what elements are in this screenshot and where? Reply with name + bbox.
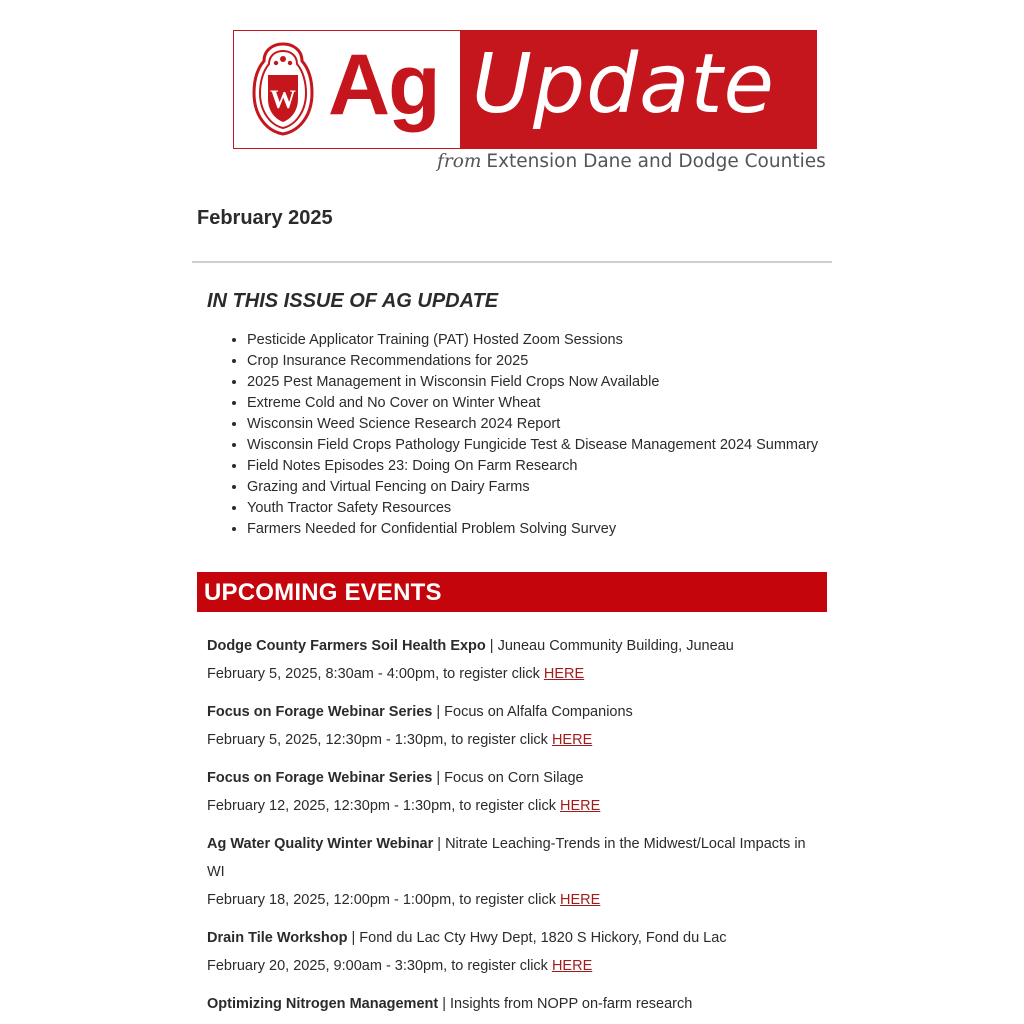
banner-tagline [437, 151, 826, 172]
register-link[interactable]: HERE [551, 958, 593, 974]
list-item: • Extreme Cold and No Cover on Winter Wheat [247, 393, 818, 414]
brand-ag-text: Ag [328, 37, 439, 133]
in-this-issue-heading: IN THIS ISSUE OF AG UPDATE [207, 290, 499, 312]
event-title-line [207, 924, 817, 952]
event-when-line [207, 886, 817, 914]
event-item [207, 632, 817, 688]
event-detail: | Focus on Corn Silage [432, 770, 584, 786]
upcoming-events-heading: UPCOMING EVENTS [204, 579, 442, 606]
issue-date: February 2025 [197, 207, 333, 229]
crest-letter: W [270, 85, 296, 114]
event-when-line [207, 952, 817, 980]
uw-crest-icon [252, 41, 314, 137]
list-item: • Field Notes Episodes 23: Doing On Farm Research [247, 456, 818, 477]
event-when: February 12, 2025, 12:30pm - 1:30pm, to register click [207, 798, 561, 814]
event-when: February 5, 2025, 12:30pm - 1:30pm, to register click [207, 732, 552, 748]
list-item: • Crop Insurance Recommendations for 2025 [247, 351, 818, 372]
list-item: • Youth Tractor Safety Resources [247, 498, 818, 519]
event-detail: | Fond du Lac Cty Hwy Dept, 1820 S Hickory, Fond du Lac [347, 930, 727, 946]
event-when: February 5, 2025, 8:30am - 4:00pm, to register click [207, 666, 544, 682]
event-detail: | Juneau Community Building, Juneau [485, 638, 734, 654]
tagline-text: Extension Dane and Dodge Counties [486, 151, 826, 172]
event-name: Drain Tile Workshop [207, 930, 348, 946]
tagline-from: from [437, 151, 482, 172]
divider [192, 261, 832, 263]
list-item: • Wisconsin Weed Science Research 2024 Report [247, 414, 818, 435]
event-when-line [207, 726, 817, 754]
event-when: February 20, 2025, 9:00am - 3:30pm, to register click [207, 958, 552, 974]
list-item: • Wisconsin Field Crops Pathology Fungicide Test & Disease Management 2024 Summary [247, 435, 818, 456]
event-when: February 18, 2025, 12:00pm - 1:00pm, to register click [207, 892, 561, 908]
event-title-line [207, 990, 817, 1018]
event-detail: | Insights from NOPP on-farm research [438, 996, 693, 1012]
upcoming-events-banner [197, 572, 827, 612]
register-link[interactable]: HERE [560, 892, 601, 908]
event-when-line [207, 792, 817, 820]
event-title-line [207, 830, 817, 886]
events-list [207, 632, 817, 1024]
event-title-line [207, 698, 817, 726]
event-detail: | Nitrate Leaching-Trends in the Midwest/Local Impacts in WI [207, 836, 806, 880]
event-item [207, 990, 817, 1018]
event-item [207, 764, 817, 820]
event-name: Focus on Forage Webinar Series [207, 770, 433, 786]
event-name: Ag Water Quality Winter Webinar [207, 836, 434, 852]
event-detail: | Focus on Alfalfa Companions [432, 704, 633, 720]
ag-update-banner [233, 30, 817, 149]
event-item [207, 830, 817, 914]
register-link[interactable]: HERE [560, 798, 601, 814]
register-link[interactable]: HERE [551, 732, 593, 748]
list-item: • Pesticide Applicator Training (PAT) Hosted Zoom Sessions [247, 330, 818, 351]
event-title-line [207, 764, 817, 792]
list-item: • 2025 Pest Management in Wisconsin Field Crops Now Available [247, 372, 818, 393]
event-when-line [207, 660, 817, 688]
list-item: • Grazing and Virtual Fencing on Dairy Farms [247, 477, 818, 498]
event-item [207, 924, 817, 980]
list-item: • Farmers Needed for Confidential Problem Solving Survey [247, 519, 818, 540]
brand-update-text: Update [472, 37, 775, 132]
banner-title-panel [460, 31, 816, 148]
register-link[interactable]: HERE [543, 666, 585, 682]
banner-logo-panel [234, 31, 460, 148]
event-item [207, 698, 817, 754]
event-name: Dodge County Farmers Soil Health Expo [207, 638, 486, 654]
in-this-issue-list [207, 330, 818, 540]
event-title-line [207, 632, 817, 660]
event-name: Focus on Forage Webinar Series [207, 704, 433, 720]
event-name: Optimizing Nitrogen Management [207, 996, 439, 1012]
